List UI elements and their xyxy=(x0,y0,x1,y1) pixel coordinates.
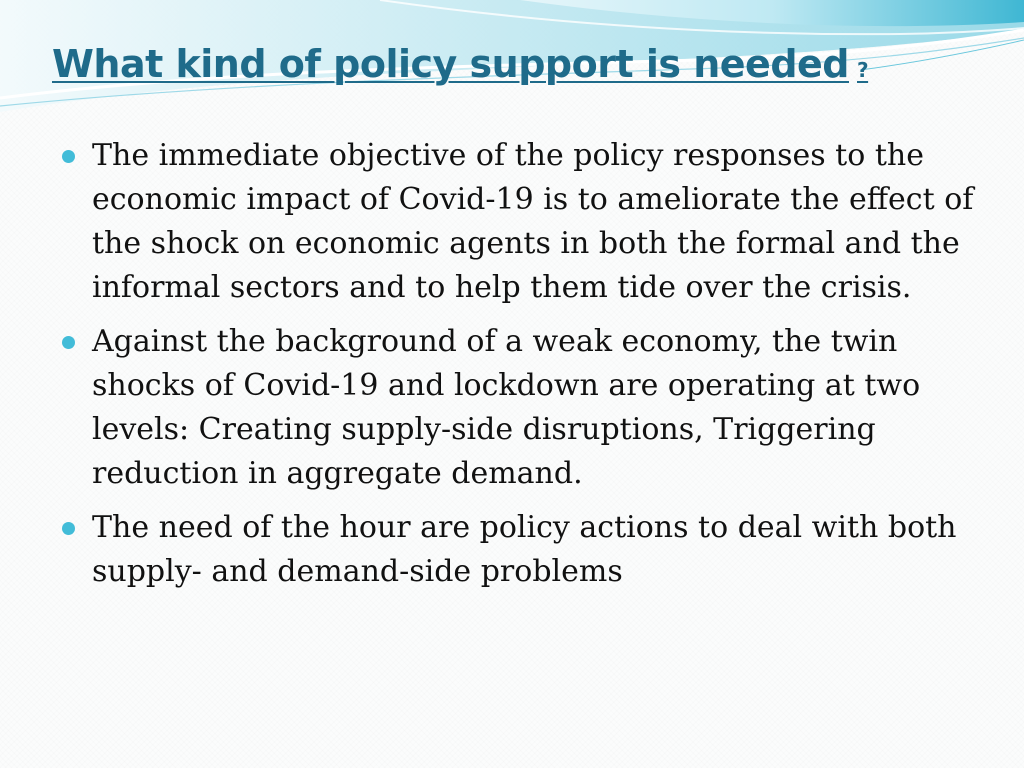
bullet-item xyxy=(62,134,982,310)
bullet-dot-icon xyxy=(62,522,75,535)
bullet-item xyxy=(62,320,982,496)
bullet-text: Against the background of a weak economy, the twin shocks of Covid-19 and lockdown are operating at two levels: Creating supply-side disruptions, Triggering reduction in aggregate demand. xyxy=(92,324,921,491)
slide-title-question-mark: ? xyxy=(857,58,869,82)
bullet-text: The need of the hour are policy actions to deal with both supply- and demand-side problems xyxy=(92,510,957,589)
slide-title xyxy=(52,38,868,96)
bullet-item xyxy=(62,506,982,594)
bullet-text: The immediate objective of the policy responses to the economic impact of Covid-19 is to ameliorate the effect of the shock on economic agents in both the formal and the informal sectors and to help them tide over the crisis. xyxy=(92,138,974,305)
bullet-list xyxy=(62,134,982,604)
bullet-dot-icon xyxy=(62,336,75,349)
slide-title-text: What kind of policy support is needed xyxy=(52,42,849,86)
bullet-dot-icon xyxy=(62,150,75,163)
